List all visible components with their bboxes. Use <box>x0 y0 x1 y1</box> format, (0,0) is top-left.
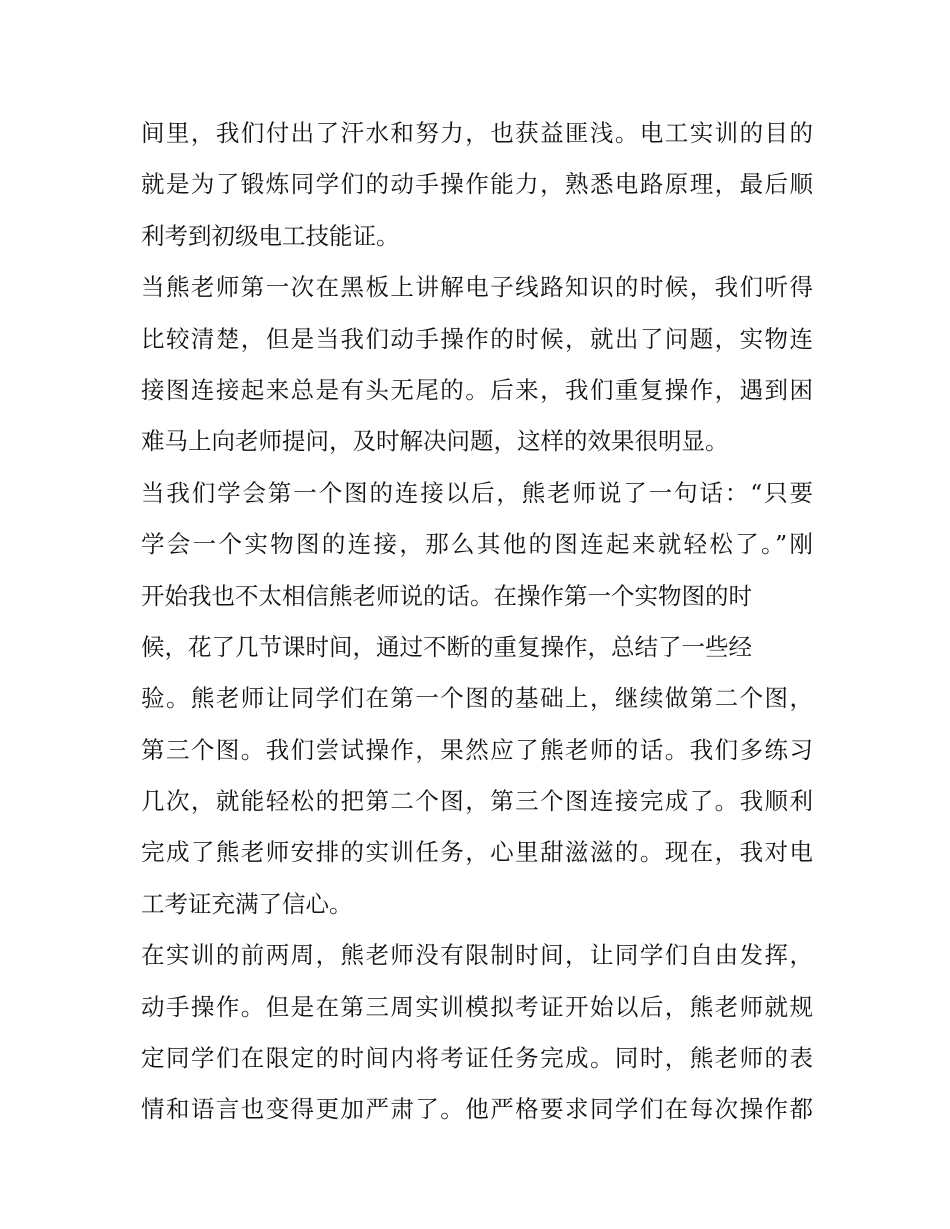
text-line: 当熊老师第一次在黑板上讲解电子线路知识的时候，我们听得 <box>141 273 813 302</box>
paragraph-2 <box>141 262 813 468</box>
paragraph-1 <box>141 108 813 262</box>
text-line: 几次，就能轻松的把第二个图，第三个图连接完成了。我顺利 <box>141 787 813 816</box>
text-line: 难马上向老师提问，及时解决问题，这样的效果很明显。 <box>141 427 729 456</box>
text-line: 候，花了几节课时间，通过不断的重复操作，总结了一些经 <box>141 632 752 661</box>
text-line: 就是为了锻炼同学们的动手操作能力，熟悉电路原理，最后顺 <box>141 170 813 199</box>
text-line: 第三个图。我们尝试操作，果然应了熊老师的话。我们多练习 <box>141 735 813 764</box>
text-line: 间里，我们付出了汗水和努力，也获益匪浅。电工实训的目的 <box>141 119 813 147</box>
text-line: 利考到初级电工技能证。 <box>141 221 400 250</box>
text-line: 完成了熊老师安排的实训任务，心里甜滋滋的。现在，我对电 <box>141 838 813 867</box>
text-line: 学会一个实物图的连接，那么其他的图连起来就轻松了。”刚 <box>141 530 813 559</box>
text-line: 验。熊老师让同学们在第一个图的基础上，继续做第二个图， <box>141 684 813 713</box>
text-line: 定同学们在限定的时间内将考证任务完成。同时，熊老师的表 <box>141 1044 813 1073</box>
text-line: 情和语言也变得更加严肃了。他严格要求同学们在每次操作都 <box>141 1095 813 1124</box>
text-line: 工考证充满了信心。 <box>141 889 353 918</box>
text-line: 当我们学会第一个图的连接以后，熊老师说了一句话：“只要 <box>141 478 813 507</box>
paragraph-3 <box>141 468 813 931</box>
text-line: 比较清楚，但是当我们动手操作的时候，就出了问题，实物连 <box>141 324 813 353</box>
text-line: 开始我也不太相信熊老师说的话。在操作第一个实物图的时 <box>141 581 752 610</box>
body-text <box>141 108 813 1136</box>
text-line: 接图连接起来总是有头无尾的。后来，我们重复操作，遇到困 <box>141 375 813 404</box>
text-line: 在实训的前两周，熊老师没有限制时间，让同学们自由发挥， <box>141 941 813 970</box>
text-line: 动手操作。但是在第三周实训模拟考证开始以后，熊老师就规 <box>141 992 813 1021</box>
paragraph-4 <box>141 930 813 1136</box>
